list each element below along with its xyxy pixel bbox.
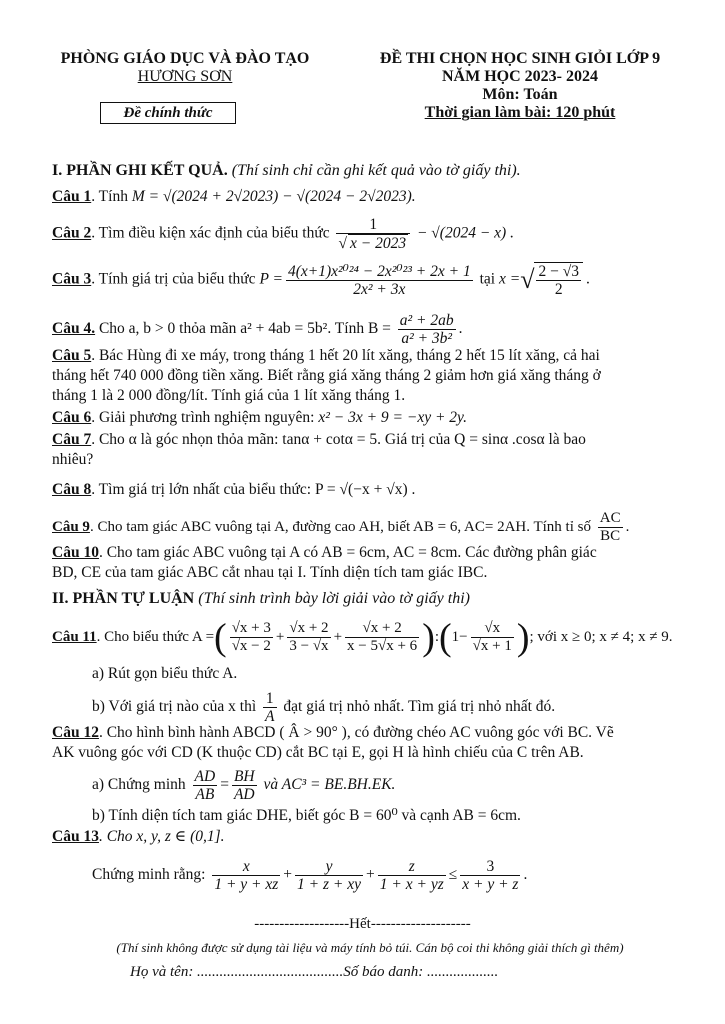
q2-den: x − 2023 [350,235,407,252]
q3-fraction [286,263,473,298]
q11-f4-den: √x + 1 [472,638,512,654]
q4-fraction [398,312,456,347]
candidate-fields: Họ và tên: .......................................Số báo danh: ................... [130,964,499,980]
q3-rden: 2 [554,281,563,298]
q1-text: . Tính [91,188,128,205]
q12-part-a: a) Chứng minh $\frac{AD}{AB}$ = $\frac{BH}{AD}$ và AC³ = BE.BH.EK. [92,768,396,803]
q11-label: Câu 11 [52,628,97,645]
section1-heading [52,162,521,180]
footer-note: (Thí sinh không được sử dụng tài liệu và máy tính bỏ túi. Cán bộ coi thi không giải thích gì thêm) [116,940,624,955]
question-4: Câu 4. Cho a, b > 0 thỏa mãn a² + 4ab = 5b². Tính B = $\frac{\text{a² + 2ab}}{\text{a² + 3b²}}$ . [52,312,463,347]
q13-f3-num: z [378,858,446,876]
q11-f3-den: x − 5√x + 6 [347,638,418,654]
q1-math: M = √(2024 + 2√2023) − √(2024 − 2√2023). [131,188,416,205]
q8-label: Câu 8 [52,481,92,498]
section2-heading [52,590,470,608]
q11-b-post: đạt giá trị nhỏ nhất. Tìm giá trị nhỏ nhất đó. [283,698,556,716]
q3-at: tại [479,270,496,288]
q12-a-post: và AC³ = BE.BH.EK. [263,776,396,794]
question-10 [52,543,672,583]
q3-xeq: x = [498,270,521,288]
q13-f2-num: y [295,858,363,876]
q12-a-pre: a) Chứng minh [92,776,186,794]
q5-line2: tháng hết 740 000 đồng tiền xăng. Biết rằng giá xăng tháng 2 giảm hơn giá xăng tháng ở [52,367,601,384]
q5-line3: tháng 1 là 2 000 đồng/lít. Tính giá của 1 lít xăng tháng 1. [52,387,406,404]
q7-label: Câu 7 [52,431,92,448]
q10-line1: . Cho tam giác ABC vuông tại A có AB = 6cm, AC = 8cm. Các đường phân giác [98,544,597,561]
q11-f3-num: √x + 2 [345,620,419,638]
dept-line2: HƯƠNG SƠN [137,68,233,85]
q11-f2-den: 3 − √x [289,638,329,654]
q12-a-f1-den: AB [195,786,215,803]
q9-fraction [598,510,623,545]
q11-condition: ; với x ≥ 0; x ≠ 4; x ≠ 9. [529,628,673,645]
q13-f2-den: 1 + z + xy [297,876,362,893]
question-2 [52,216,514,252]
q4-label: Câu 4. [52,320,96,338]
q3-text: . Tính giá trị của biểu thức [91,270,256,288]
q11-b-num: 1 [263,690,276,708]
q1-label: Câu 1 [52,188,92,205]
question-6 [52,408,467,428]
q3-pvar: P = [259,270,283,288]
q11-f1-num: √x + 3 [231,620,271,636]
q5-line1: . Bác Hùng đi xe máy, trong tháng 1 hết 20 lít xăng, tháng 2 hết 15 lít xăng, cả hai [91,347,600,364]
q11-f2-num: √x + 2 [289,620,329,636]
q4-text: Cho a, b > 0 thỏa mãn a² + 4ab = 5b². Tính B = [95,320,391,338]
q8-math: P = √(−x + √x) . [315,481,416,498]
q12-line2: AK vuông góc với CD (K thuộc CD) cắt BC tại E, gọi H là hình chiếu của C trên AB. [52,744,584,761]
department-name [40,50,330,86]
q11-b-den: A [265,708,275,725]
section1-note: (Thí sinh chỉ cần ghi kết quả vào tờ giấy thi). [231,162,521,179]
q4-den: a² + 3b² [401,330,453,347]
q11-b-pre: b) Với giá trị nào của x thì [92,698,257,716]
q12-a-f2-num: BH [233,768,255,785]
q9-num: AC [599,510,621,526]
q12-a-f1-num: AD [194,768,216,785]
q12-label: Câu 12 [52,724,99,741]
q11-text: . Cho biểu thức A = [96,628,215,645]
dept-line1: PHÒNG GIÁO DỤC VÀ ĐÀO TẠO [60,50,310,67]
exam-title: ĐỀ THI CHỌN HỌC SINH GIỎI LỚP 9 [379,50,661,67]
q3-num: 4(x+1)x²⁰²⁴ − 2x²⁰²³ + 2x + 1 [287,262,471,280]
q7-line2: nhiêu? [52,451,94,468]
school-year: NĂM HỌC 2023- 2024 [442,68,598,85]
q3-rnum: 2 − √3 [538,263,579,280]
exam-time: Thời gian làm bài: 120 phút [424,104,616,121]
q2-num: 1 [336,216,410,234]
q6-text: . Giải phương trình nghiệm nguyên: [91,409,315,426]
q12-a-f2-den: AD [233,786,255,803]
q3-root [534,262,583,298]
question-13 [52,827,225,847]
section2-note: (Thí sinh trình bày lời giải vào tờ giấy thi) [198,590,470,607]
q9-text: . Cho tam giác ABC vuông tại A, đường cao AH, biết AB = 6, AC= 2AH. Tính tỉ số [89,518,591,535]
q6-label: Câu 6 [52,409,92,426]
q11-f4-num: √x [471,620,514,638]
q9-label: Câu 9 [52,518,90,535]
question-12 [52,723,692,763]
official-label: Đề chính thức [100,102,236,124]
q10-line2: BD, CE của tam giác ABC cắt nhau tại I. Tính diện tích tam giác IBC. [52,564,488,581]
q12-line1: . Cho hình bình hành ABCD ( Â > 90° ), có đường chéo AC vuông góc với BC. Vẽ [98,724,614,741]
q2-fraction [336,216,410,252]
q6-math: x² − 3x + 9 = −xy + 2y. [318,409,467,426]
question-3: Câu 3. Tính giá trị của biểu thức P = $\frac{\text{4(x+1)x²⁰²⁴ − 2x²⁰²³ + 2x + 1}}{\text{2x² + 3x}}$ tại x =√ $\frac{2 - √3}{2}$ . [52,262,590,298]
q12-part-b: b) Tính diện tích tam giác DHE, biết góc B = 60⁰ và cạnh AB = 6cm. [92,807,521,824]
question-11: Câu 11. Cho biểu thức A =( $\frac{√x + 3}{√x - 2}$ + $\frac{√x + 2}{3 - √x}$ + $\frac{√x + 2}{x - 5√x + 6}$ ):(1− $\frac{√x}{√x + 1}$ ); với x ≥ 0; x ≠ 4; x ≠ 9. [52,616,673,659]
q10-label: Câu 10 [52,544,99,561]
question-9: Câu 9. Cho tam giác ABC vuông tại A, đường cao AH, biết AB = 6, AC= 2AH. Tính tỉ số $\frac{AC}{BC}$ . [52,510,630,544]
q2-text: . Tìm điều kiện xác định của biểu thức [91,224,330,242]
end-marker: -------------------Hết-------------------- [254,916,471,932]
q13-f1-den: 1 + y + xz [214,876,279,893]
q13-prove: Chứng minh rằng: [92,866,206,884]
q4-num: a² + 2ab [399,312,454,329]
q11-part-b [92,690,555,725]
q9-den: BC [600,528,621,544]
q13-r-den: x + y + z [462,876,519,893]
q11-f1-den: √x − 2 [231,638,271,654]
q2-tail: − √(2024 − x) . [416,224,514,242]
q11-part-a: a) Rút gọn biểu thức A. [92,665,238,682]
q3-label: Câu 3 [52,270,92,288]
exam-header [345,50,695,122]
subject: Môn: Toán [482,86,558,103]
section2-title: II. PHẦN TỰ LUẬN [52,590,195,607]
q5-label: Câu 5 [52,347,92,364]
q7-line1: . Cho α là góc nhọn thỏa mãn: tanα + cotα = 5. Giá trị của Q = sinα .cosα là bao [91,431,586,448]
section1-title: I. PHẦN GHI KẾT QUẢ. [52,162,228,179]
q8-text: . Tìm giá trị lớn nhất của biểu thức: [91,481,312,498]
q3-den: 2x² + 3x [353,280,406,298]
q13-text: . Cho x, y, z ∈ (0,1]. [98,828,225,845]
q13-label: Câu 13 [52,828,99,845]
q2-label: Câu 2 [52,224,92,242]
q13-f3-den: 1 + x + yz [379,876,444,893]
question-5 [52,346,672,406]
q13-inequality: Chứng minh rằng: $\frac{x}{1 + y + xz}$ + $\frac{y}{1 + z + xy}$ + $\frac{z}{1 + x + yz}$ ≤ $\frac{3}{x + y + z}$ . [92,858,528,893]
question-7 [52,430,672,470]
q13-f1-num: x [212,858,280,876]
q13-r-num: 3 [460,858,520,876]
question-8 [52,480,415,500]
question-1 [52,187,416,207]
